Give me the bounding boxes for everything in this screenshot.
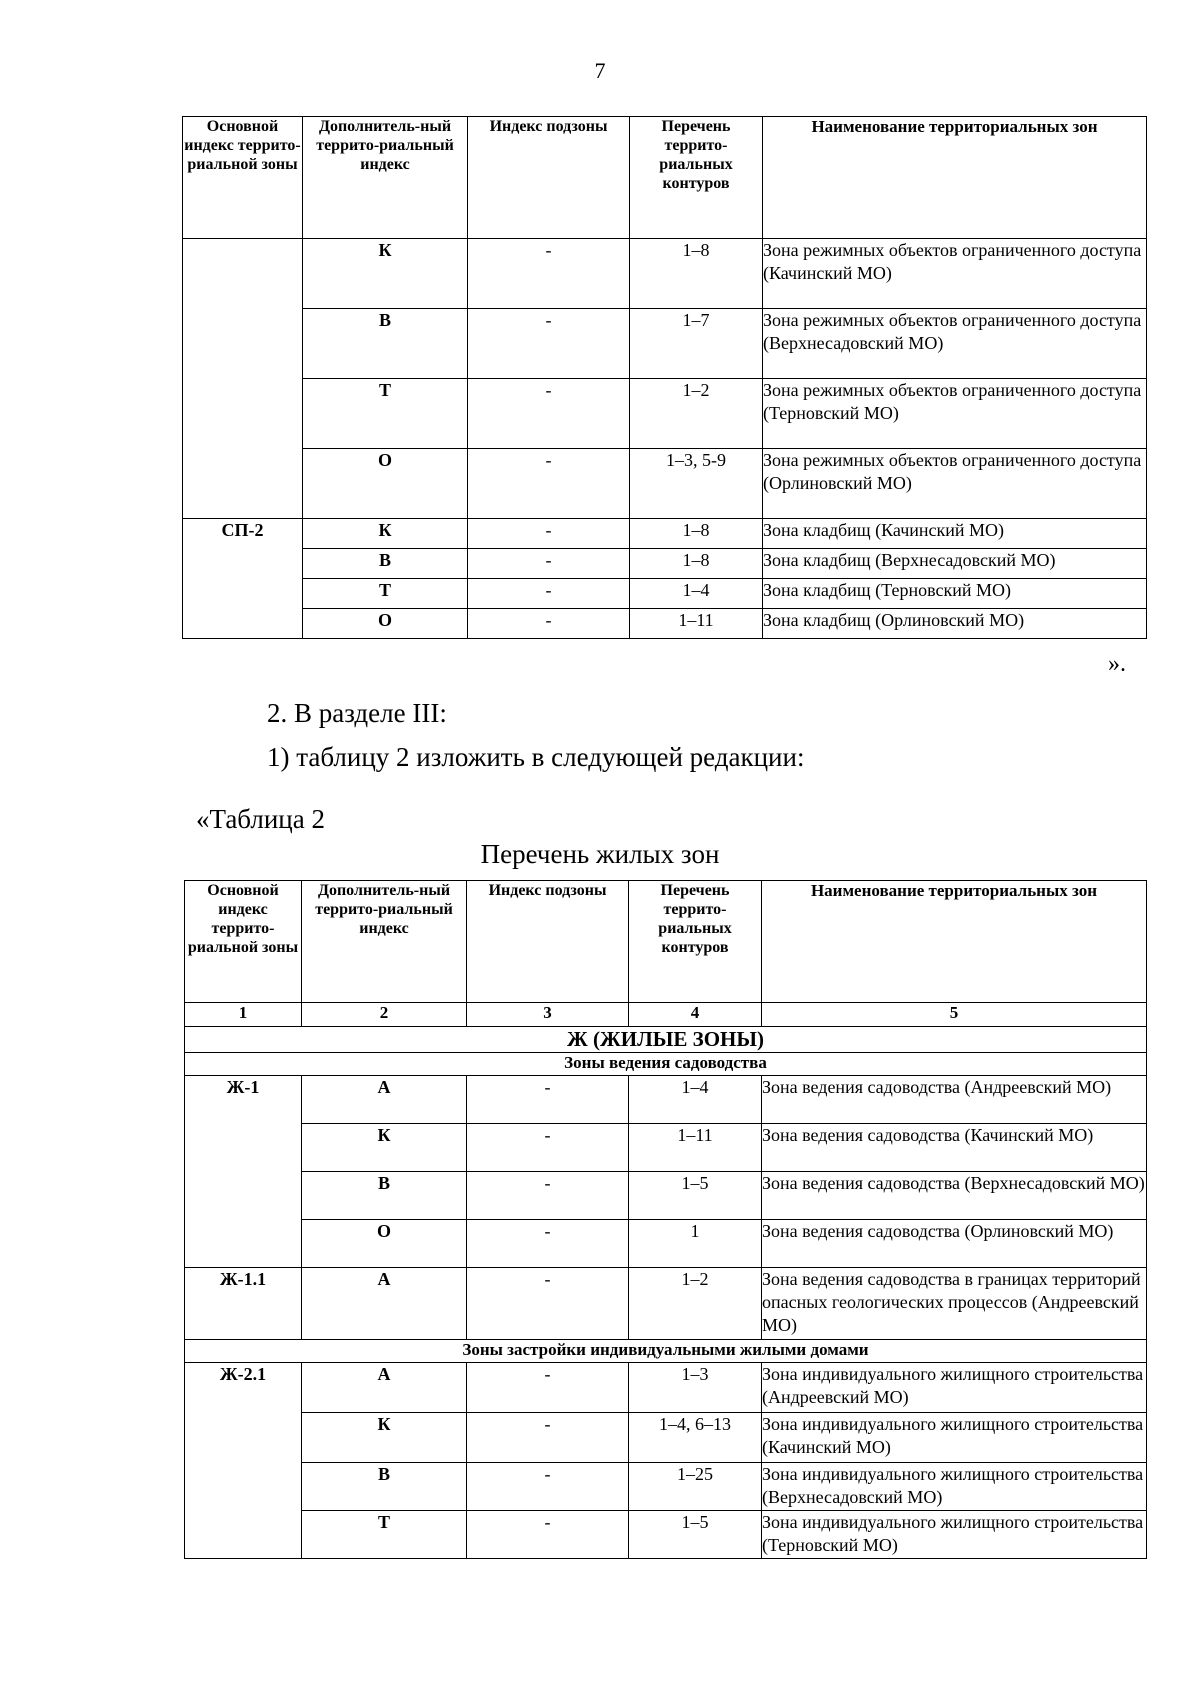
cell-contours: 1–2 [630, 379, 763, 449]
cell-main-index: Ж-2.1 [185, 1363, 302, 1559]
cell-additional-index: Т [302, 1511, 467, 1559]
cell-zone-name: Зона индивидуального жилищного строительства (Верхнесадовский МО) [762, 1463, 1147, 1511]
cell-subzone: - [468, 379, 630, 449]
residential-zones-table [184, 880, 1147, 1559]
cell-contours: 1–2 [629, 1268, 762, 1340]
table-row [185, 1363, 1147, 1413]
cell-main-index: СП-2 [183, 519, 303, 639]
cell-main-index: Ж-1 [185, 1076, 302, 1268]
cell-zone-name: Зона режимных объектов ограниченного доступа (Орлиновский МО) [763, 449, 1147, 519]
cell-additional-index: В [303, 309, 468, 379]
cell-additional-index: К [302, 1124, 467, 1172]
table-header-row [183, 117, 1147, 239]
table-row [183, 239, 1147, 309]
table-row [185, 1172, 1147, 1220]
cell-additional-index: В [303, 549, 468, 579]
cell-contours: 1–3, 5-9 [630, 449, 763, 519]
cell-zone-name: Зона ведения садоводства (Верхнесадовский МО) [762, 1172, 1147, 1220]
instruction-paragraph: 1) таблицу 2 изложить в следующей редакции: [267, 742, 805, 772]
header-zone-name: Наименование территориальных зон [762, 881, 1147, 1003]
cell-zone-name: Зона ведения садоводства (Орлиновский МО) [762, 1220, 1147, 1268]
cell-additional-index: Т [303, 579, 468, 609]
cell-subzone: - [467, 1220, 629, 1268]
subgroup-row [185, 1053, 1147, 1076]
cell-zone-name: Зона индивидуального жилищного строительства (Качинский МО) [762, 1413, 1147, 1463]
cell-subzone: - [468, 449, 630, 519]
header-main-index: Основной индекс террито-риальной зоны [183, 117, 303, 239]
header-main-index: Основной индекс террито-риальной зоны [185, 881, 302, 1003]
cell-zone-name: Зона режимных объектов ограниченного доступа (Верхнесадовский МО) [763, 309, 1147, 379]
cell-contours: 1–3 [629, 1363, 762, 1413]
cell-subzone: - [467, 1172, 629, 1220]
cell-zone-name: Зона кладбищ (Качинский МО) [763, 519, 1147, 549]
table-row [183, 309, 1147, 379]
cell-subzone: - [467, 1268, 629, 1340]
group-row [185, 1027, 1147, 1053]
table-row [185, 1124, 1147, 1172]
table-label: «Таблица 2 [196, 804, 325, 834]
cell-contours: 1–11 [630, 609, 763, 639]
column-number-row [185, 1003, 1147, 1027]
header-additional-index: Дополнитель-ный террито-риальный индекс [303, 117, 468, 239]
cell-additional-index: К [303, 239, 468, 309]
table-header-row [185, 881, 1147, 1003]
cell-contours: 1 [629, 1220, 762, 1268]
cell-contours: 1–7 [630, 309, 763, 379]
cell-contours: 1–5 [629, 1172, 762, 1220]
cell-additional-index: О [303, 609, 468, 639]
table-row [183, 609, 1147, 639]
column-number: 2 [302, 1003, 467, 1027]
table-row [183, 579, 1147, 609]
cell-contours: 1–8 [630, 549, 763, 579]
cell-zone-name: Зона ведения садоводства (Качинский МО) [762, 1124, 1147, 1172]
cell-zone-name: Зона ведения садоводства (Андреевский МО) [762, 1076, 1147, 1124]
cell-subzone: - [468, 519, 630, 549]
table-row [185, 1220, 1147, 1268]
cell-zone-name: Зона режимных объектов ограниченного доступа (Качинский МО) [763, 239, 1147, 309]
header-contours: Перечень террито-риальных контуров [630, 117, 763, 239]
cell-additional-index: Т [303, 379, 468, 449]
table-row [183, 449, 1147, 519]
cell-contours: 1–8 [630, 239, 763, 309]
cell-zone-name: Зона ведения садоводства в границах территорий опасных геологических процессов (Андреевский МО) [762, 1268, 1147, 1340]
subgroup-title: Зоны застройки индивидуальными жилыми домами [185, 1340, 1147, 1363]
cell-additional-index: В [302, 1172, 467, 1220]
table-row [185, 1413, 1147, 1463]
cell-additional-index: В [302, 1463, 467, 1511]
column-number: 4 [629, 1003, 762, 1027]
cell-subzone: - [467, 1463, 629, 1511]
cell-zone-name: Зона индивидуального жилищного строительства (Андреевский МО) [762, 1363, 1147, 1413]
cell-additional-index: А [302, 1268, 467, 1340]
section-paragraph: 2. В разделе III: [267, 698, 447, 728]
table-title: Перечень жилых зон [480, 839, 720, 869]
column-number: 5 [762, 1003, 1147, 1027]
column-number: 3 [467, 1003, 629, 1027]
closing-quote: ». [1108, 651, 1126, 677]
header-additional-index: Дополнитель-ный террито-риальный индекс [302, 881, 467, 1003]
cell-additional-index: О [303, 449, 468, 519]
cell-subzone: - [468, 549, 630, 579]
cell-zone-name: Зона режимных объектов ограниченного доступа (Терновский МО) [763, 379, 1147, 449]
column-number: 1 [185, 1003, 302, 1027]
subgroup-title: Зоны ведения садоводства [185, 1053, 1147, 1076]
cell-subzone: - [468, 309, 630, 379]
cell-contours: 1–8 [630, 519, 763, 549]
cell-zone-name: Зона индивидуального жилищного строительства (Терновский МО) [762, 1511, 1147, 1559]
cell-zone-name: Зона кладбищ (Терновский МО) [763, 579, 1147, 609]
group-title: Ж (ЖИЛЫЕ ЗОНЫ) [185, 1027, 1147, 1053]
table-row [185, 1463, 1147, 1511]
cell-contours: 1–25 [629, 1463, 762, 1511]
cell-main-index: Ж-1.1 [185, 1268, 302, 1340]
cell-main-index [183, 239, 303, 519]
page-number: 7 [594, 58, 606, 83]
table-row [185, 1511, 1147, 1559]
cell-contours: 1–4 [630, 579, 763, 609]
cell-subzone: - [467, 1363, 629, 1413]
cell-additional-index: А [302, 1076, 467, 1124]
cell-additional-index: О [302, 1220, 467, 1268]
cell-subzone: - [467, 1076, 629, 1124]
table-row [185, 1268, 1147, 1340]
cell-zone-name: Зона кладбищ (Орлиновский МО) [763, 609, 1147, 639]
table-row [185, 1076, 1147, 1124]
cell-additional-index: А [302, 1363, 467, 1413]
cell-additional-index: К [303, 519, 468, 549]
header-subzone-index: Индекс подзоны [468, 117, 630, 239]
cell-contours: 1–4 [629, 1076, 762, 1124]
cell-zone-name: Зона кладбищ (Верхнесадовский МО) [763, 549, 1147, 579]
cell-subzone: - [468, 609, 630, 639]
cell-contours: 1–4, 6–13 [629, 1413, 762, 1463]
header-zone-name: Наименование территориальных зон [763, 117, 1147, 239]
table-row [183, 519, 1147, 549]
table-row [183, 549, 1147, 579]
cell-subzone: - [468, 579, 630, 609]
cell-contours: 1–5 [629, 1511, 762, 1559]
cell-subzone: - [467, 1124, 629, 1172]
cell-contours: 1–11 [629, 1124, 762, 1172]
header-contours: Перечень террито-риальных контуров [629, 881, 762, 1003]
header-subzone-index: Индекс подзоны [467, 881, 629, 1003]
table-row [183, 379, 1147, 449]
cell-subzone: - [467, 1511, 629, 1559]
cell-subzone: - [467, 1413, 629, 1463]
subgroup-row [185, 1340, 1147, 1363]
zones-table-continued [182, 116, 1147, 639]
cell-subzone: - [468, 239, 630, 309]
cell-additional-index: К [302, 1413, 467, 1463]
